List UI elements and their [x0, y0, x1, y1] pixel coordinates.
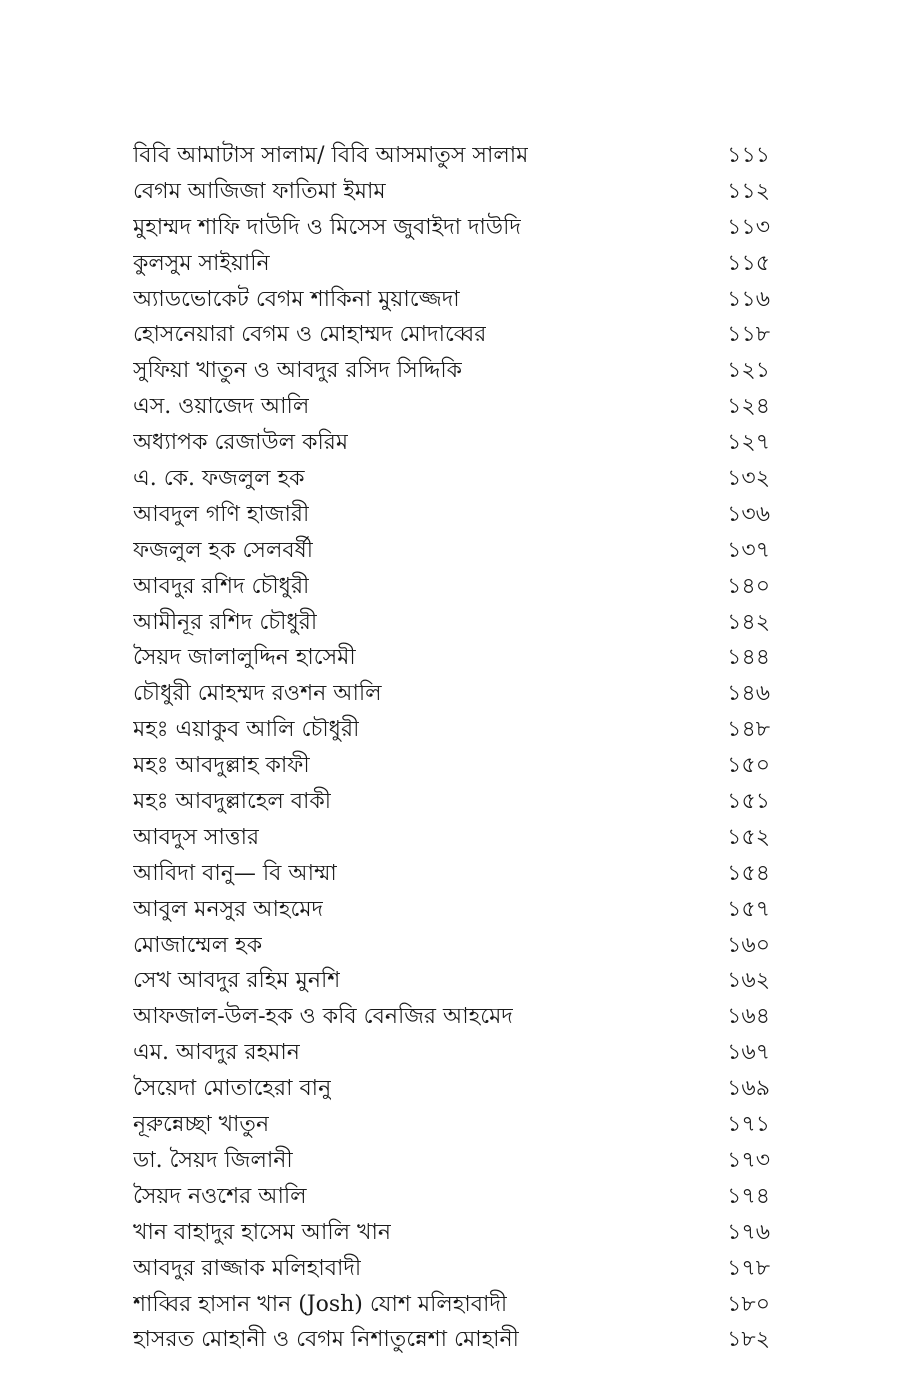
toc-entry — [133, 748, 770, 784]
toc-entry-page-number: ১২১ — [727, 358, 770, 384]
toc-entry-page-number: ১৫৪ — [727, 860, 770, 886]
toc-entry-page-number: ১৫২ — [727, 824, 770, 850]
toc-entry-title: অ্যাডভোকেট বেগম শাকিনা মুয়াজ্জেদা — [133, 286, 460, 312]
toc-entry — [133, 640, 770, 676]
toc-entry-title: আবদুল গণি হাজারী — [133, 501, 310, 527]
toc-entry-page-number: ১৩২ — [727, 466, 770, 492]
toc-entry-page-number: ১৪৬ — [727, 681, 770, 707]
toc-entry-page-number: ১৪৪ — [727, 645, 770, 671]
toc-entry-page-number: ১৪০ — [727, 573, 770, 599]
toc-entry — [133, 605, 770, 641]
toc-entry-title: খান বাহাদুর হাসেম আলি খান — [133, 1219, 391, 1245]
toc-entry-title: মুহাম্মদ শাফি দাউদি ও মিসেস জুবাইদা দাউদি — [133, 214, 521, 240]
toc-entry-page-number: ১৬৭ — [727, 1040, 770, 1066]
toc-entry-page-number: ১৫০ — [727, 753, 770, 779]
toc-entry-title: এম. আবদুর রহমান — [133, 1040, 300, 1066]
toc-entry-page-number: ১৭৬ — [727, 1219, 770, 1245]
toc-entry-title: আবদুর রাজ্জাক মলিহাবাদী — [133, 1255, 362, 1281]
toc-entry — [133, 461, 770, 497]
toc-entry — [133, 1322, 770, 1358]
toc-entry — [133, 569, 770, 605]
toc-entry — [133, 138, 770, 174]
toc-entry-page-number: ১১৮ — [727, 322, 770, 348]
toc-entry — [133, 928, 770, 964]
toc-entry — [133, 784, 770, 820]
toc-entry-title: সেখ আবদুর রহিম মুনশি — [133, 968, 341, 994]
toc-entry — [133, 1287, 770, 1323]
toc-entry-page-number: ১৬৯ — [727, 1076, 770, 1102]
toc-entry-title: সৈয়দ জালালুদ্দিন হাসেমী — [133, 645, 356, 671]
toc-entry-page-number: ১৭৩ — [727, 1147, 770, 1173]
toc-entry-title: আবিদা বানু— বি আম্মা — [133, 860, 337, 886]
toc-entry — [133, 892, 770, 928]
table-of-contents — [133, 138, 770, 1358]
toc-entry — [133, 497, 770, 533]
toc-entry-page-number: ১৬৪ — [727, 1004, 770, 1030]
toc-entry — [133, 712, 770, 748]
toc-entry — [133, 246, 770, 282]
toc-entry-page-number: ১৫৭ — [727, 896, 770, 922]
toc-entry-title: ফজলুল হক সেলবর্ষী — [133, 537, 314, 563]
toc-entry-page-number: ১৪২ — [727, 609, 770, 635]
toc-entry-page-number: ১৪৮ — [727, 717, 770, 743]
toc-entry-title: হাসরত মোহানী ও বেগম নিশাতুন্নেশা মোহানী — [133, 1327, 519, 1353]
toc-entry-page-number: ১৭৮ — [727, 1255, 770, 1281]
toc-entry-title: সৈয়দ নওশের আলি — [133, 1183, 307, 1209]
toc-entry-page-number: ১১৬ — [727, 286, 770, 312]
toc-entry — [133, 389, 770, 425]
toc-entry-title: এ. কে. ফজলুল হক — [133, 466, 305, 492]
toc-entry — [133, 282, 770, 318]
toc-entry — [133, 210, 770, 246]
toc-entry-title: বিবি আমাটাস সালাম/ বিবি আসমাতুস সালাম — [133, 143, 529, 168]
toc-entry — [133, 1251, 770, 1287]
toc-entry — [133, 1107, 770, 1143]
toc-entry-title: কুলসুম সাইয়ানি — [133, 250, 270, 276]
toc-entry-title: আফজাল-উল-হক ও কবি বেনজির আহমেদ — [133, 1004, 513, 1030]
toc-entry — [133, 1179, 770, 1215]
toc-entry-page-number: ১৬০ — [727, 932, 770, 958]
toc-entry — [133, 999, 770, 1035]
toc-entry-page-number: ১২৪ — [727, 394, 770, 420]
toc-entry — [133, 317, 770, 353]
toc-entry-page-number: ১১২ — [727, 178, 770, 204]
toc-entry — [133, 174, 770, 210]
toc-entry-title: আবদুর রশিদ চৌধুরী — [133, 573, 310, 599]
toc-entry — [133, 1215, 770, 1251]
toc-entry-title: সৈয়েদা মোতাহেরা বানু — [133, 1076, 332, 1102]
toc-entry-page-number: ১১১ — [727, 143, 770, 168]
toc-entry-page-number: ১১৩ — [727, 214, 770, 240]
toc-entry — [133, 425, 770, 461]
toc-entry-title: মহঃ আবদুল্লাহ কাফী — [133, 753, 310, 779]
toc-entry-page-number: ১৭৪ — [727, 1183, 770, 1209]
toc-entry-title: মহঃ এয়াকুব আলি চৌধুরী — [133, 717, 360, 743]
toc-entry-page-number: ১৩৬ — [727, 501, 770, 527]
toc-entry — [133, 963, 770, 999]
toc-entry-page-number: ১১৫ — [727, 250, 770, 276]
toc-entry — [133, 1035, 770, 1071]
toc-entry — [133, 1071, 770, 1107]
toc-entry — [133, 353, 770, 389]
toc-entry — [133, 1143, 770, 1179]
toc-entry-title: মোজাম্মেল হক — [133, 932, 263, 958]
toc-entry-title: মহঃ আবদুল্লাহেল বাকী — [133, 789, 332, 815]
toc-entry-title: হোসনেয়ারা বেগম ও মোহাম্মদ মোদাব্বের — [133, 322, 487, 348]
toc-entry-page-number: ১৭১ — [727, 1112, 770, 1138]
toc-entry — [133, 676, 770, 712]
toc-entry-title: আবুল মনসুর আহমেদ — [133, 896, 324, 922]
toc-entry-page-number: ১৬২ — [727, 968, 770, 994]
toc-entry-title: অধ্যাপক রেজাউল করিম — [133, 430, 349, 456]
toc-entry-title: নূরুন্নেচ্ছা খাতুন — [133, 1112, 270, 1138]
toc-entry-page-number: ১৫১ — [727, 789, 770, 815]
toc-entry-page-number: ১৩৭ — [727, 537, 770, 563]
toc-entry-page-number: ১৮২ — [727, 1327, 770, 1353]
toc-entry-page-number: ১৮০ — [727, 1291, 770, 1317]
toc-entry-title: আবদুস সাত্তার — [133, 824, 260, 850]
toc-entry — [133, 856, 770, 892]
toc-entry-title: এস. ওয়াজেদ আলি — [133, 394, 310, 420]
toc-entry-title: আমীনূর রশিদ চৌধুরী — [133, 609, 318, 635]
toc-entry — [133, 533, 770, 569]
toc-entry-title: শাব্বির হাসান খান (Josh) যোশ মলিহাবাদী — [133, 1291, 508, 1317]
toc-entry-page-number: ১২৭ — [727, 430, 770, 456]
toc-entry-title: চৌধুরী মোহম্মদ রওশন আলি — [133, 681, 382, 707]
toc-entry-title: ডা. সৈয়দ জিলানী — [133, 1147, 293, 1173]
toc-entry-title: সুফিয়া খাতুন ও আবদুর রসিদ সিদ্দিকি — [133, 358, 463, 384]
toc-entry — [133, 820, 770, 856]
toc-entry-title: বেগম আজিজা ফাতিমা ইমাম — [133, 178, 386, 204]
